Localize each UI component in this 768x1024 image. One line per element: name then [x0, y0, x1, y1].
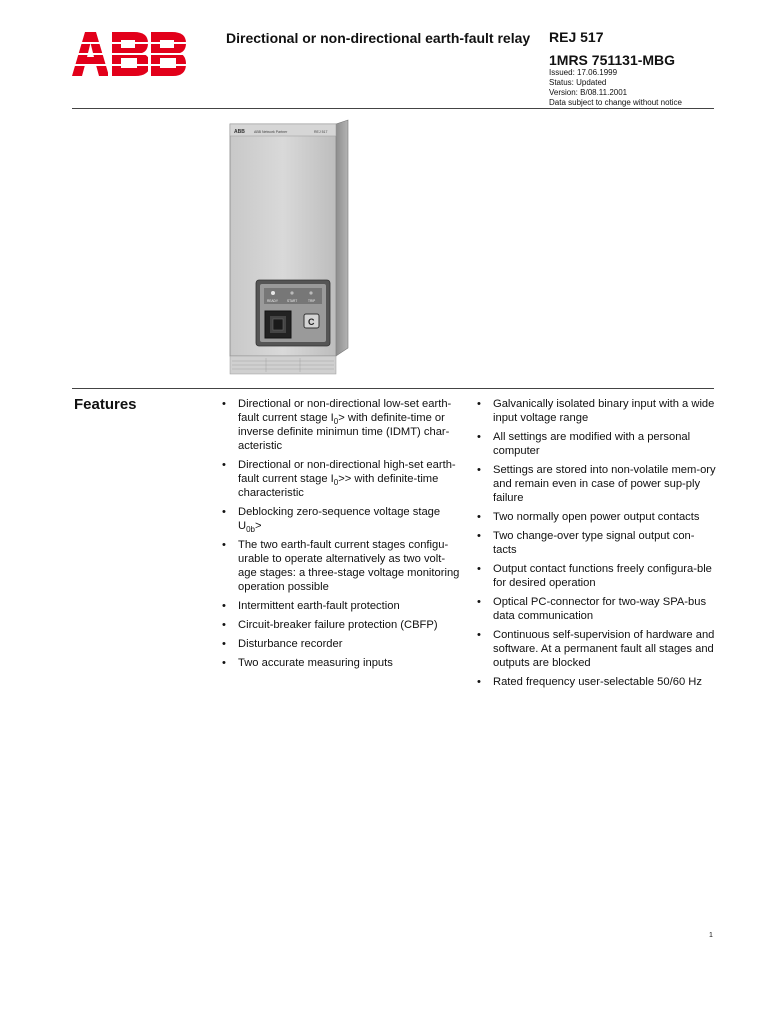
feature-item	[222, 637, 462, 651]
feature-item	[477, 430, 717, 458]
feature-text: The two earth-fault current stages configu-urable to operate alternatively as two volt-age stages: a three-stage voltage monitoring operation possible	[238, 539, 460, 593]
page-number: 1	[709, 932, 713, 939]
feature-text: Rated frequency user-selectable 50/60 Hz	[493, 676, 702, 688]
document-number: 1MRS 751131-MBG	[549, 52, 676, 68]
document-title: Directional or non-directional earth-fault relay	[226, 30, 531, 46]
feature-text: All settings are modified with a personal computer	[493, 431, 691, 457]
feature-text: Circuit-breaker failure protection (CBFP)	[238, 619, 438, 631]
feature-item	[222, 618, 462, 632]
feature-text: Intermittent earth-fault protection	[238, 600, 400, 612]
features-list-right	[477, 397, 717, 694]
feature-text: Galvanically isolated binary input with a wide input voltage range	[493, 398, 715, 424]
issued-date: Issued: 17.06.1999	[549, 68, 618, 77]
subscript: 0b	[246, 525, 255, 535]
feature-text: Optical PC-connector for two-way SPA-bus data communication	[493, 596, 707, 622]
abb-logo	[72, 32, 186, 76]
feature-item	[477, 529, 717, 557]
feature-text: Output contact functions freely configura-ble for desired operation	[493, 563, 712, 589]
feature-item	[222, 538, 462, 594]
feature-item	[222, 599, 462, 613]
device-model: REJ 517	[314, 130, 328, 134]
feature-item	[222, 458, 462, 500]
relay-device-image	[222, 118, 352, 380]
device-panel-label: ABB Network Partner	[254, 130, 288, 134]
device-brand: ABB	[234, 129, 245, 135]
product-code: REJ 517	[549, 29, 604, 45]
subscript: 0	[333, 478, 339, 488]
led-label-start: START	[287, 299, 298, 303]
feature-item	[222, 397, 462, 453]
feature-item	[222, 656, 462, 670]
led-label-ready: READY	[267, 299, 278, 303]
features-heading: Features	[74, 396, 137, 413]
feature-item	[477, 628, 717, 670]
section-divider	[72, 388, 714, 389]
feature-text: >	[255, 520, 262, 532]
feature-text: >> with definite-time characteristic	[238, 473, 439, 499]
header-divider	[72, 108, 714, 109]
feature-text: > with definite-time or inverse definite minimun time (IDMT) char-acteristic	[238, 412, 450, 452]
feature-item	[477, 675, 717, 689]
led-label-trip: TRIP	[308, 299, 316, 303]
status: Status: Updated	[549, 78, 607, 87]
feature-item	[477, 595, 717, 623]
feature-text: Settings are stored into non-volatile mem-ory and remain even in case of power sup-ply failure	[493, 464, 716, 504]
version: Version: B/08.11.2001	[549, 88, 628, 97]
disclaimer: Data subject to change without notice	[549, 98, 682, 107]
document-meta	[549, 68, 682, 108]
feature-text: Directional or non-directional high-set earth-fault current stage I	[238, 459, 456, 485]
clear-button-label: C	[308, 317, 315, 327]
feature-text: Two normally open power output contacts	[493, 511, 700, 523]
feature-text: Disturbance recorder	[238, 638, 343, 650]
feature-item	[222, 505, 462, 533]
feature-item	[477, 510, 717, 524]
feature-item	[477, 562, 717, 590]
feature-text: Deblocking zero-sequence voltage stage U	[238, 506, 441, 532]
feature-item	[477, 397, 717, 425]
feature-text: Directional or non-directional low-set earth-fault current stage I	[238, 398, 452, 424]
feature-text: Continuous self-supervision of hardware and software. At a permanent fault all stages and outputs are blocked	[493, 629, 715, 669]
feature-item	[477, 463, 717, 505]
features-list-left	[222, 397, 462, 675]
feature-text: Two accurate measuring inputs	[238, 657, 393, 669]
subscript: 0	[333, 417, 339, 427]
feature-text: Two change-over type signal output con-tacts	[493, 530, 695, 556]
